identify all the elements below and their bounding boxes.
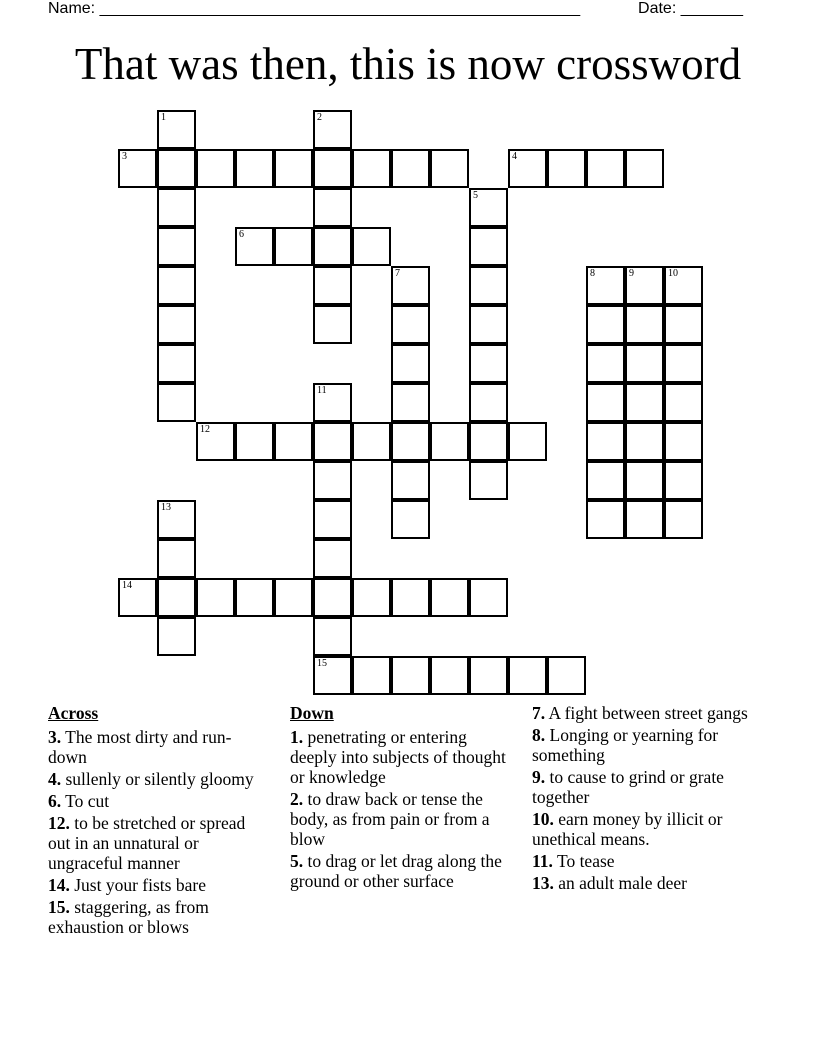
grid-cell[interactable] [586, 461, 625, 500]
grid-cell[interactable] [274, 149, 313, 188]
grid-cell[interactable] [664, 383, 703, 422]
grid-cell[interactable] [469, 305, 508, 344]
clue-item [532, 725, 754, 765]
grid-cell[interactable] [586, 149, 625, 188]
clue-text: To cut [61, 791, 110, 811]
grid-cell[interactable] [235, 578, 274, 617]
clue-number: 13 [161, 502, 171, 513]
clue-number-label: 7. [532, 703, 546, 723]
clue-text: to cause to grind or grate together [532, 767, 724, 807]
grid-cell[interactable] [430, 656, 469, 695]
grid-cell[interactable] [157, 344, 196, 383]
grid-cell[interactable] [547, 656, 586, 695]
clue-number-label: 5. [290, 851, 304, 871]
clue-number-label: 10. [532, 809, 554, 829]
clue-number-label: 13. [532, 873, 554, 893]
grid-cell[interactable] [313, 617, 352, 656]
clue-number-label: 14. [48, 875, 70, 895]
grid-cell[interactable] [391, 149, 430, 188]
clue-text: Just your fists bare [69, 875, 206, 895]
grid-cell[interactable] [625, 500, 664, 539]
grid-cell[interactable] [625, 461, 664, 500]
grid-cell[interactable] [157, 188, 196, 227]
clue-item [48, 791, 270, 811]
grid-cell[interactable] [586, 383, 625, 422]
clue-number-label: 15. [48, 897, 70, 917]
grid-cell[interactable] [391, 383, 430, 422]
clue-text: sullenly or silently gloomy [61, 769, 254, 789]
grid-cell[interactable] [157, 227, 196, 266]
clue-text: A fight between street gangs [545, 703, 748, 723]
clue-item [48, 813, 270, 873]
grid-cell[interactable] [352, 227, 391, 266]
grid-cell[interactable] [313, 266, 352, 305]
clue-text: To tease [552, 851, 615, 871]
grid-cell[interactable] [157, 617, 196, 656]
clue-item [532, 873, 754, 893]
clues-heading: Across [48, 703, 99, 723]
grid-cell[interactable] [664, 266, 703, 305]
clue-text: to drag or let drag along the ground or other surface [290, 851, 502, 891]
grid-cell[interactable] [274, 422, 313, 461]
grid-cell[interactable] [586, 500, 625, 539]
grid-cell[interactable] [586, 305, 625, 344]
clue-text: The most dirty and run-down [48, 727, 232, 767]
grid-cell[interactable] [274, 578, 313, 617]
clue-text: Longing or yearning for something [532, 725, 719, 765]
clue-item [532, 809, 754, 849]
grid-cell[interactable] [352, 656, 391, 695]
grid-cell[interactable] [469, 383, 508, 422]
grid-cell[interactable] [586, 344, 625, 383]
grid-cell[interactable] [391, 422, 430, 461]
clue-number: 5 [473, 190, 478, 201]
grid-cell[interactable] [157, 383, 196, 422]
grid-cell[interactable] [664, 500, 703, 539]
grid-cell[interactable] [313, 578, 352, 617]
clue-text: earn money by illicit or unethical means. [532, 809, 723, 849]
grid-cell[interactable] [586, 422, 625, 461]
clue-item [48, 897, 270, 937]
page-title: That was then, this is now crossword [74, 39, 742, 89]
grid-cell[interactable] [235, 149, 274, 188]
clue-item [290, 789, 512, 849]
clues-heading: Down [290, 703, 334, 723]
clues-across-column [48, 703, 270, 939]
grid-cell[interactable] [313, 539, 352, 578]
clue-number: 1 [161, 112, 166, 123]
grid-cell[interactable] [547, 149, 586, 188]
clue-number-label: 4. [48, 769, 62, 789]
grid-cell[interactable] [391, 266, 430, 305]
clue-number-label: 9. [532, 767, 546, 787]
clue-item [290, 727, 512, 787]
clue-item [532, 851, 754, 871]
clue-number: 4 [512, 151, 517, 162]
grid-cell[interactable] [469, 227, 508, 266]
grid-cell[interactable] [196, 578, 235, 617]
grid-cell[interactable] [664, 461, 703, 500]
grid-cell[interactable] [391, 500, 430, 539]
grid-cell[interactable] [430, 422, 469, 461]
clue-number: 7 [395, 268, 400, 279]
clue-text: staggering, as from exhaustion or blows [48, 897, 209, 937]
clue-text: penetrating or entering deeply into subjects of thought or knowledge [290, 727, 506, 787]
clue-number: 11 [317, 385, 327, 396]
grid-cell[interactable] [157, 578, 196, 617]
grid-cell[interactable] [157, 266, 196, 305]
grid-cell[interactable] [352, 578, 391, 617]
clue-item [48, 727, 270, 767]
grid-cell[interactable] [469, 266, 508, 305]
clue-number: 6 [239, 229, 244, 240]
clue-item [48, 875, 270, 895]
clue-number-label: 8. [532, 725, 546, 745]
grid-cell[interactable] [469, 656, 508, 695]
grid-cell[interactable] [313, 461, 352, 500]
clue-text: to be stretched or spread out in an unnatural or ungraceful manner [48, 813, 246, 873]
grid-cell[interactable] [586, 266, 625, 305]
grid-cell[interactable] [313, 188, 352, 227]
clue-number-label: 11. [532, 851, 553, 871]
clues-down-column [290, 703, 512, 893]
grid-cell[interactable] [430, 578, 469, 617]
grid-cell[interactable] [508, 149, 547, 188]
clue-text: to draw back or tense the body, as from pain or from a blow [290, 789, 490, 849]
grid-cell[interactable] [235, 227, 274, 266]
grid-cell[interactable] [625, 344, 664, 383]
clue-number-label: 3. [48, 727, 62, 747]
grid-cell[interactable] [274, 227, 313, 266]
clue-number: 14 [122, 580, 132, 591]
grid-cell[interactable] [625, 149, 664, 188]
grid-cell[interactable] [157, 539, 196, 578]
grid-cell[interactable] [664, 305, 703, 344]
clue-number: 9 [629, 268, 634, 279]
clue-number: 8 [590, 268, 595, 279]
grid-cell[interactable] [196, 422, 235, 461]
clues-continued-column [532, 703, 754, 895]
clue-number: 2 [317, 112, 322, 123]
grid-cell[interactable] [157, 500, 196, 539]
grid-cell[interactable] [157, 110, 196, 149]
grid-cell[interactable] [313, 149, 352, 188]
clue-number-label: 2. [290, 789, 304, 809]
grid-cell[interactable] [313, 227, 352, 266]
grid-cell[interactable] [625, 305, 664, 344]
grid-cell[interactable] [313, 383, 352, 422]
grid-cell[interactable] [391, 578, 430, 617]
clue-item [532, 767, 754, 807]
grid-cell[interactable] [313, 422, 352, 461]
grid-cell[interactable] [469, 344, 508, 383]
clue-number: 12 [200, 424, 210, 435]
grid-cell[interactable] [313, 110, 352, 149]
grid-cell[interactable] [352, 422, 391, 461]
grid-cell[interactable] [508, 656, 547, 695]
clue-number-label: 1. [290, 727, 304, 747]
grid-cell[interactable] [196, 149, 235, 188]
grid-cell[interactable] [469, 461, 508, 500]
grid-cell[interactable] [391, 656, 430, 695]
grid-cell[interactable] [235, 422, 274, 461]
grid-cell[interactable] [469, 578, 508, 617]
grid-cell[interactable] [313, 305, 352, 344]
grid-cell[interactable] [118, 578, 157, 617]
grid-cell[interactable] [625, 422, 664, 461]
clue-number: 10 [668, 268, 678, 279]
grid-cell[interactable] [118, 149, 157, 188]
grid-cell[interactable] [508, 422, 547, 461]
name-field[interactable]: Name: ______________________________________________________ [48, 0, 581, 17]
grid-cell[interactable] [313, 656, 352, 695]
grid-cell[interactable] [352, 149, 391, 188]
grid-cell[interactable] [664, 422, 703, 461]
clue-number-label: 6. [48, 791, 62, 811]
clue-number: 15 [317, 658, 327, 669]
clue-number-label: 12. [48, 813, 70, 833]
grid-cell[interactable] [625, 383, 664, 422]
grid-cell[interactable] [469, 422, 508, 461]
date-field[interactable]: Date: _______ [638, 0, 743, 17]
grid-cell[interactable] [157, 305, 196, 344]
clue-text: an adult male deer [553, 873, 688, 893]
grid-cell[interactable] [391, 305, 430, 344]
grid-cell[interactable] [625, 266, 664, 305]
grid-cell[interactable] [157, 149, 196, 188]
grid-cell[interactable] [391, 344, 430, 383]
clue-item [532, 703, 754, 723]
clue-item [290, 851, 512, 891]
grid-cell[interactable] [391, 461, 430, 500]
clue-item [48, 769, 270, 789]
grid-cell[interactable] [430, 149, 469, 188]
grid-cell[interactable] [664, 344, 703, 383]
grid-cell[interactable] [313, 500, 352, 539]
clue-number: 3 [122, 151, 127, 162]
grid-cell[interactable] [469, 188, 508, 227]
